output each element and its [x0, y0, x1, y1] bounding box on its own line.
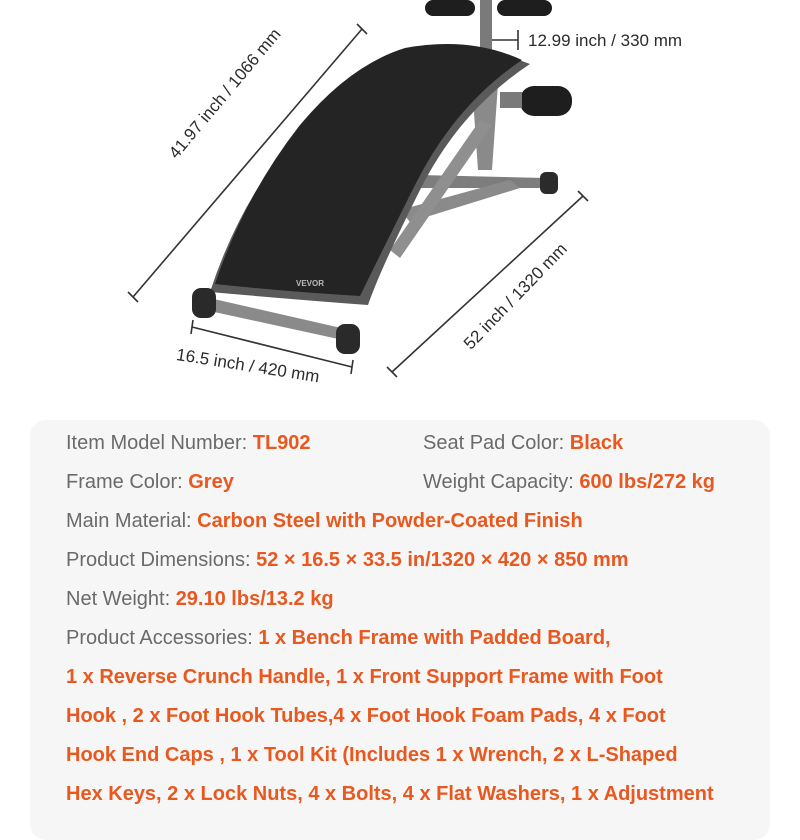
spec-label: Frame Color: — [66, 471, 189, 493]
spec-frame-color — [66, 471, 234, 494]
spec-label: Net Weight: — [66, 588, 176, 610]
spec-value: 600 lbs/272 kg — [579, 471, 716, 493]
spec-label: Weight Capacity: — [423, 471, 580, 493]
spec-value: Carbon Steel with Powder-Coated Finish — [197, 510, 583, 532]
spec-value: TL902 — [252, 432, 311, 454]
spec-label: Item Model Number: — [66, 432, 253, 454]
spec-label: Product Accessories: — [66, 627, 259, 649]
dimension-length: 41.97 inch / 1066 mm — [165, 24, 285, 163]
accessories-line: Hook , 2 x Foot Hook Tubes,4 x Foot Hook Foam Pads, 4 x Foot — [66, 705, 666, 727]
dimension-width: 16.5 inch / 420 mm — [175, 345, 321, 387]
dimension-back-width: 12.99 inch / 330 mm — [528, 31, 683, 50]
product-image — [0, 0, 800, 410]
spec-value: Grey — [188, 471, 234, 493]
spec-accessories — [66, 627, 611, 650]
spec-value: Black — [569, 432, 624, 454]
spec-dimensions — [66, 549, 629, 572]
accessories-line: Hex Keys, 2 x Lock Nuts, 4 x Bolts, 4 x Flat Washers, 1 x Adjustment — [66, 783, 714, 805]
spec-label: Main Material: — [66, 510, 198, 532]
spec-value: 29.10 lbs/13.2 kg — [175, 588, 334, 610]
spec-net-weight — [66, 588, 334, 611]
dimension-footprint: 52 inch / 1320 mm — [460, 239, 571, 354]
accessories-line: 1 x Bench Frame with Padded Board, — [258, 627, 611, 649]
spec-model — [66, 432, 311, 455]
brand-mark: VEVOR — [296, 279, 325, 288]
spec-capacity — [423, 471, 715, 494]
accessories-line: Hook End Caps , 1 x Tool Kit (Includes 1 x Wrench, 2 x L-Shaped — [66, 744, 678, 766]
spec-value: 52 × 16.5 × 33.5 in/1320 × 420 × 850 mm — [256, 549, 629, 571]
spec-material — [66, 510, 583, 533]
accessories-line: 1 x Reverse Crunch Handle, 1 x Front Support Frame with Foot — [66, 666, 663, 688]
spec-label: Seat Pad Color: — [423, 432, 570, 454]
spec-label: Product Dimensions: — [66, 549, 257, 571]
spec-seat-color — [423, 432, 623, 455]
